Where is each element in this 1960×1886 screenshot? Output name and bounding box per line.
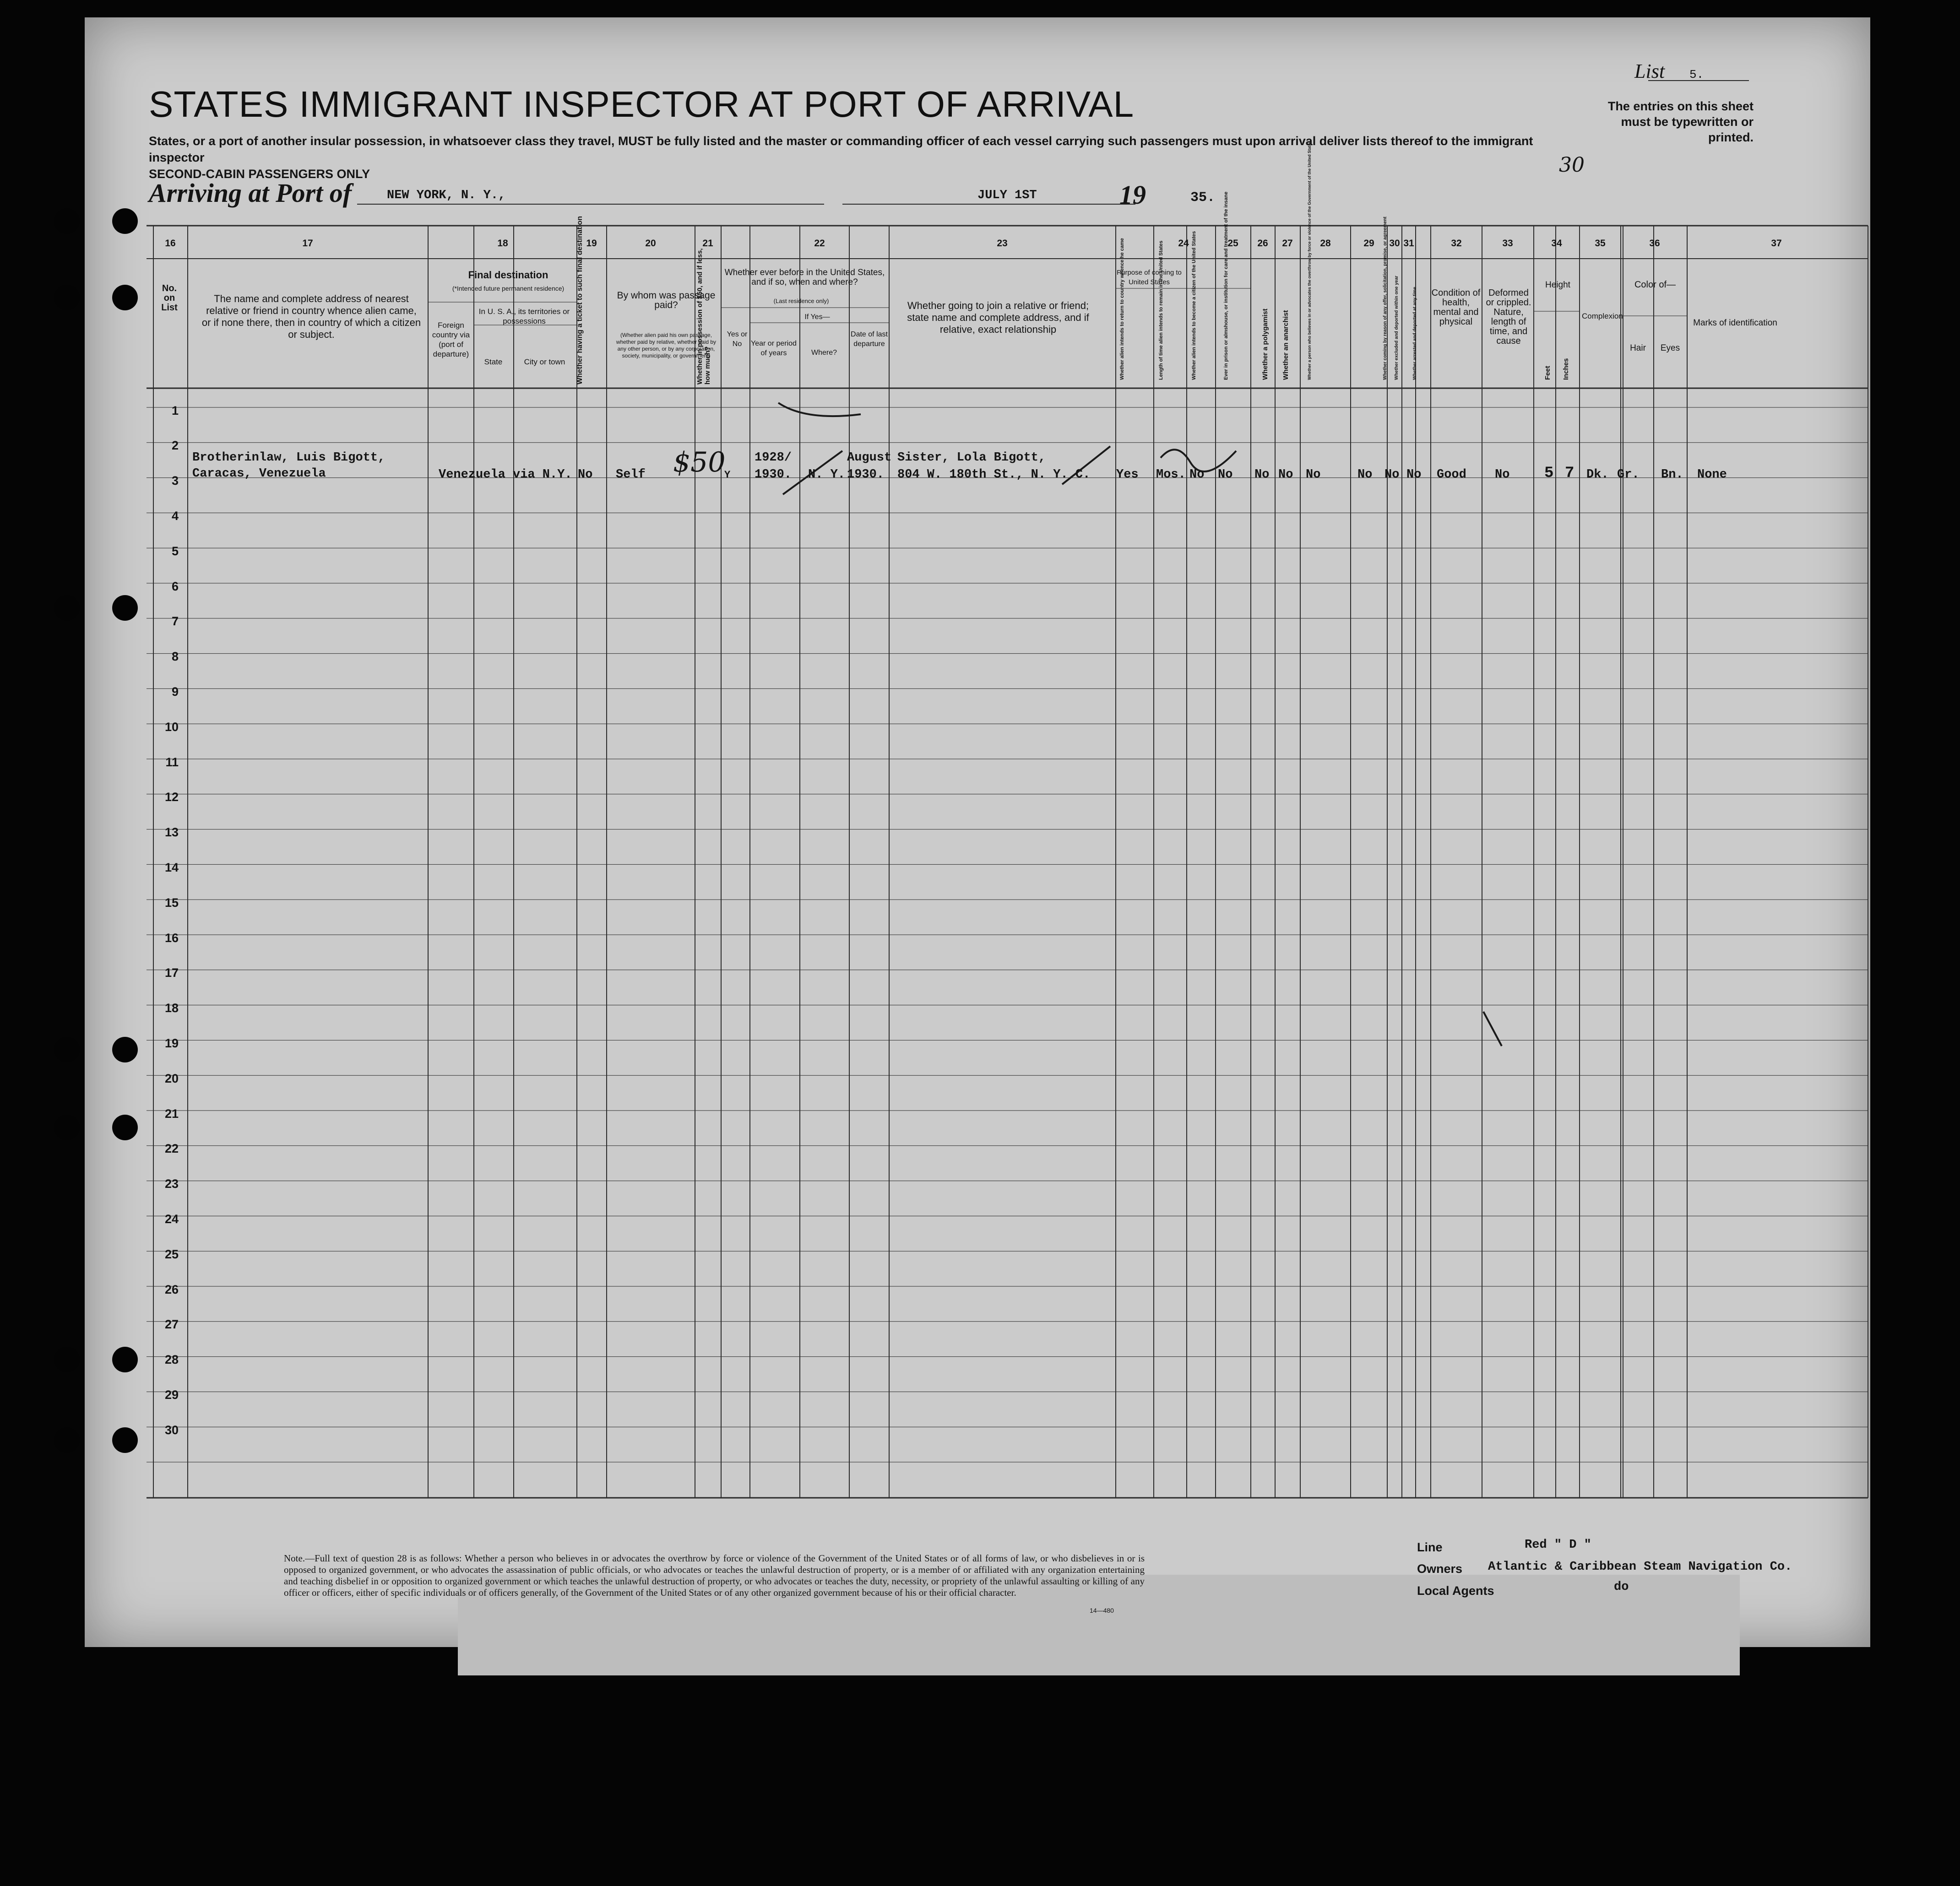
- header-passage-paid: By whom was passage paid?: [617, 290, 716, 310]
- row-number: 29: [164, 1388, 179, 1402]
- header-color: Color of—: [1634, 280, 1676, 290]
- entry-departure-line2: 1930.: [847, 468, 885, 482]
- column-number: 30: [1389, 238, 1400, 249]
- entry-overthrow: No: [1306, 468, 1321, 482]
- column-number: 17: [302, 238, 313, 249]
- column-number: 21: [702, 238, 713, 249]
- row-number: 30: [164, 1423, 179, 1437]
- entry-foreign-country: Venezuela: [439, 468, 505, 482]
- header-purpose: Purpose of coming to United States: [1117, 269, 1182, 286]
- entry-paid-by: Self: [616, 468, 646, 482]
- row-number: 10: [164, 720, 179, 734]
- header-deformed: Deformed or crippled. Nature, length of time, and cause: [1486, 288, 1531, 346]
- form-subtitle: [149, 133, 1545, 182]
- entry-feet: 5: [1544, 465, 1554, 482]
- form-title: STATES IMMIGRANT INSPECTOR AT PORT OF ARRIVAL: [149, 84, 1135, 125]
- owners-label: Owners: [1417, 1562, 1463, 1576]
- header-final-destination-sub: (*Intended future permanent residence): [452, 285, 565, 292]
- header-offer: Whether coming by reason of any offer, solicitation, promise, or agreement: [1383, 217, 1388, 380]
- port-of-arrival: NEW YORK, N. Y.,: [387, 189, 506, 202]
- pen-stray-mark: [1483, 1012, 1502, 1046]
- row-number: 2: [171, 439, 179, 453]
- header-last-residence: (Last residence only): [773, 298, 829, 304]
- column-number: 36: [1649, 238, 1660, 249]
- entry-arrested: No: [1406, 468, 1422, 482]
- row-number: 16: [164, 931, 179, 945]
- row-number: 6: [171, 579, 179, 593]
- row-number: 21: [164, 1106, 179, 1121]
- entries-note: The entries on this sheet must be typewritten or printed.: [1607, 99, 1754, 144]
- entry-excluded: No: [1384, 468, 1400, 482]
- header-state: State: [484, 358, 503, 366]
- entry-join-line1: Sister, Lola Bigott,: [897, 451, 1046, 465]
- header-height: Height: [1545, 280, 1570, 290]
- header-intends-return: Whether alien intends to return to country whence he came: [1119, 238, 1125, 380]
- entry-deformed: No: [1495, 468, 1510, 482]
- header-join-relative: Whether going to join a relative or friend; state name and complete address, and if relative, exact relationship: [907, 300, 1089, 335]
- entry-relative-line1: Brotherinlaw, Luis Bigott,: [192, 451, 385, 465]
- column-number: 16: [165, 238, 176, 249]
- header-inches: Inches: [1562, 358, 1570, 380]
- line-label: Line: [1417, 1540, 1443, 1554]
- column-number: 26: [1257, 238, 1268, 249]
- entry-health: Good: [1437, 468, 1466, 482]
- entry-intends-return: Yes: [1116, 468, 1139, 482]
- column-number: 23: [997, 238, 1008, 249]
- column-number: 20: [645, 238, 656, 249]
- pen-faint-mark: [778, 403, 861, 416]
- header-ever-before: Whether ever before in the United States, and if so, when and where?: [724, 268, 885, 287]
- year-suffix: 35.: [1190, 190, 1216, 206]
- header-foreign-country: Foreign country via (port of departure): [432, 321, 470, 358]
- row-number: 5: [171, 544, 179, 558]
- entry-where: N. Y.: [808, 468, 846, 482]
- row-number: 4: [171, 509, 179, 523]
- header-passage-paid-sub: (Whether alien paid his own passage, whether paid by relative, whether paid by any other person, or by any corporation, society, municipality, or government): [616, 332, 717, 359]
- entry-prison: No: [1218, 468, 1233, 482]
- row-number: 12: [164, 790, 179, 804]
- header-if-yes: If Yes—: [804, 313, 830, 321]
- column-number: 22: [814, 238, 825, 249]
- row-number: 9: [171, 685, 179, 699]
- list-label: List: [1634, 60, 1665, 82]
- row-number: 1: [171, 403, 179, 417]
- header-fifty-dollars: Whether in possession of $50, and if less, how much?: [696, 248, 711, 385]
- row-number: 19: [164, 1036, 179, 1050]
- header-complexion: Complexion: [1582, 312, 1623, 320]
- arrival-date: JULY 1ST: [977, 189, 1037, 202]
- row-number: 20: [164, 1071, 179, 1085]
- row-number: 22: [164, 1142, 179, 1156]
- entry-city: via N.Y.: [513, 468, 572, 482]
- column-number: 37: [1771, 238, 1782, 249]
- second-cabin-label: SECOND-CABIN PASSENGERS ONLY: [149, 167, 370, 181]
- entry-inches: 7: [1565, 465, 1575, 482]
- header-become-citizen: Whether alien intends to become a citizen of the United States: [1191, 231, 1197, 380]
- header-hair: Hair: [1630, 343, 1646, 353]
- arriving-label: Arriving at Port of: [149, 178, 352, 208]
- column-number: 18: [497, 238, 508, 249]
- header-last-departure: Date of last departure: [851, 331, 888, 348]
- entry-marks: None: [1697, 468, 1727, 482]
- entry-departure-line1: August: [847, 451, 892, 465]
- header-polygamist: Whether a polygamist: [1261, 309, 1269, 380]
- header-ticket: Whether having a ticket to such final destination: [576, 216, 584, 385]
- agents-value: do: [1614, 1580, 1629, 1594]
- row-number: 8: [171, 650, 179, 664]
- header-length-stay: Length of time alien intends to remain in the United States: [1158, 240, 1164, 380]
- header-excluded: Whether excluded and deported within one year: [1394, 276, 1399, 380]
- entry-before-in-us: Y: [724, 469, 731, 481]
- header-relative-address: The name and complete address of nearest relative or friend in country whence alien came, or if none there, then in country of which a citizen or subject.: [201, 293, 421, 340]
- entry-years-line2: 1930.: [755, 468, 792, 482]
- entry-length-stay: Mos.: [1156, 468, 1186, 482]
- row-number: 26: [164, 1282, 179, 1296]
- header-anarchist: Whether an anarchist: [1282, 310, 1290, 380]
- row-number: 24: [164, 1212, 179, 1226]
- header-yes-no: Yes or No: [727, 331, 748, 348]
- row-number: 28: [164, 1353, 179, 1367]
- column-number: 19: [586, 238, 597, 249]
- agents-label: Local Agents: [1417, 1584, 1494, 1598]
- header-no-on-list: No. on List: [161, 283, 178, 313]
- entry-complexion: Dk.: [1586, 468, 1609, 482]
- column-number: 28: [1320, 238, 1331, 249]
- row-number: 15: [164, 895, 179, 910]
- column-number: 33: [1502, 238, 1513, 249]
- row-number: 11: [165, 755, 179, 769]
- row-number: 18: [164, 1001, 179, 1015]
- header-year-period: Year or period of years: [751, 340, 797, 357]
- header-city: City or town: [524, 358, 565, 366]
- year-prefix: 19: [1119, 180, 1146, 210]
- column-number: 32: [1451, 238, 1462, 249]
- header-final-destination: Final destination: [468, 269, 548, 281]
- entry-hair: Gr.: [1617, 468, 1640, 482]
- row-number: 23: [164, 1177, 179, 1191]
- column-number: 25: [1227, 238, 1238, 249]
- column-number: 27: [1282, 238, 1293, 249]
- handwritten-sheet-number: 30: [1559, 153, 1585, 177]
- row-number: 13: [164, 825, 179, 840]
- subtitle-text: States, or a port of another insular possession, in whatsoever class they travel, MUST be fully listed and the master or commanding officer of each vessel carrying such passengers must upon arrival deliver lists thereof to the immigrant inspector: [149, 134, 1533, 164]
- header-prison: Ever in prison or almshouse, or institution for care and treatment of the insane: [1223, 191, 1229, 380]
- entry-relative-line2: Caracas, Venezuela: [192, 467, 326, 481]
- line-value: Red " D ": [1525, 1538, 1591, 1552]
- entry-become-citizen: No: [1189, 468, 1205, 482]
- row-number: 14: [164, 861, 179, 874]
- column-number: 34: [1551, 238, 1562, 249]
- column-number: 31: [1403, 238, 1414, 249]
- row-number: 7: [171, 614, 179, 629]
- form-number: 14—480: [1090, 1607, 1114, 1614]
- question-28-note: Note.—Full text of question 28 is as follows: Whether a person who believes in or advocates the overthrow by force or violence of the Government of the United States or of all forms of law, or who disbelieves in or is opposed to organized government, or who advocates the assassination of public officials, or who advocates or teaches the unlawful destruction of property, or is a member of or affiliated with any organization entertaining and teaching disbelief in or opposition to organized government or which teaches the unlawful destruction of property, or who advocates or teaches the duty, necessity, or propriety of the unlawful assaulting or killing of any officer or officers, either of specific individuals or of officers generally, of the Government of the United States or of any other organized government because of his or their official character.: [284, 1553, 1145, 1598]
- entry-join-line2: 804 W. 180th St., N. Y. C.: [897, 468, 1091, 482]
- entry-eyes: Bn.: [1661, 468, 1683, 482]
- owners-value: Atlantic & Caribbean Steam Navigation Co.: [1488, 1560, 1792, 1574]
- entry-anarchist: No: [1278, 468, 1293, 482]
- row-number: 17: [164, 966, 179, 980]
- header-arrested: Whether arrested and deported at any time: [1412, 287, 1417, 380]
- header-eyes: Eyes: [1660, 343, 1680, 353]
- header-feet: Feet: [1544, 366, 1552, 380]
- entry-years-line1: 1928/: [755, 451, 792, 465]
- header-overthrow: Whether a person who believes in or advocates the overthrow by force or violence of the Government of the United States: [1307, 141, 1312, 380]
- row-number: 3: [171, 474, 179, 488]
- header-usa: In U. S. A., its territories or possessions: [478, 307, 570, 325]
- entry-ticket: No: [578, 468, 593, 482]
- entry-offer: No: [1357, 468, 1373, 482]
- header-marks: Marks of identification: [1693, 318, 1777, 328]
- column-number: 29: [1363, 238, 1374, 249]
- header-health: Condition of health, mental and physical: [1431, 288, 1481, 327]
- column-number: 35: [1595, 238, 1606, 249]
- header-where: Where?: [811, 349, 837, 357]
- row-number: 27: [164, 1317, 179, 1332]
- entry-polygamist: No: [1254, 468, 1270, 482]
- column-number: 24: [1178, 238, 1189, 249]
- entry-money: $50: [673, 446, 726, 478]
- list-number: 5.: [1689, 68, 1704, 81]
- row-number: 25: [164, 1247, 179, 1261]
